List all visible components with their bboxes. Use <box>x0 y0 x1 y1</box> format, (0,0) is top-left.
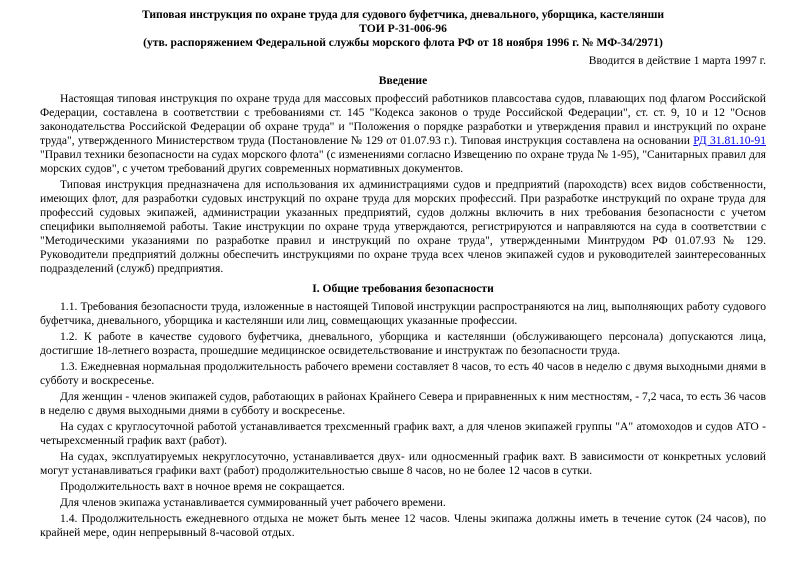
effective-date: Вводится в действие 1 марта 1997 г. <box>588 54 766 67</box>
section-1-paragraph: Продолжительность вахт в ночное время не сокращается. <box>60 480 345 493</box>
section-1-paragraph: 1.2. К работе в качестве судового буфетчика, дневального, уборщика и кастелянши (обслуживающего персонала) допускаются лица, достигшие 18-летнего возраста, прошедшие медицинское освидетельствование и инструктаж по безопасности труда. <box>40 330 766 357</box>
document-title: Типовая инструкция по охране труда для судового буфетчика, дневального, уборщика, кастелянши <box>141 8 665 21</box>
section-1-paragraph: На судах, эксплуатируемых некруглосуточно, устанавливается двух- или односменный график вахт. В зависимости от конкретных условий могут устанавливаться графики вахт (работ) продолжительностью свыше 8 часов, но не более 12 часов в сутки. <box>40 450 766 477</box>
intro-p1-text-after: "Правил техники безопасности на судах морского флота" (с изменениями согласно Извещению по охране труда № 1-95), "Санитарных правил для морских судов", с учетом требований других современных нормативных документов. <box>40 148 766 175</box>
section-1-paragraph: На судах с круглосуточной работой устанавливается трехсменный график вахт, а для членов экипажей группы "А" атомоходов и судов АТО - четырехсменный график вахт (работ). <box>40 420 766 447</box>
section-1-paragraph: 1.4. Продолжительность ежедневного отдыха не может быть менее 12 часов. Члены экипажа должны иметь в течение суток (24 часов), по крайней мере, один непрерывный 8-часовой отдых. <box>40 512 766 539</box>
intro-p1-text-before: Настоящая типовая инструкция по охране труда для массовых профессий работников плавсостава судов, плавающих под флагом Российской Федерации, составлена в соответствии с требованиями ст. 145 "Кодекса законов о труде Российской Федерации", ст. ст. 9, 10 и 12 "Основ законодательства Российской Федерации об охране труда" и "Положения о порядке разработки и утверждения правил и инструкций по охране труда", утвержденного Министерством труда (Постановление № 129 от 01.07.93 г.). Типовая инструкция составлена на основании <box>40 92 766 147</box>
intro-heading: Введение <box>378 74 428 87</box>
document-code: ТОИ Р-31-006-96 <box>359 22 447 35</box>
document-page <box>40 8 766 542</box>
section-1-paragraph: 1.3. Ежедневная нормальная продолжительность рабочего времени составляет 8 часов, то есть 40 часов в неделю с двумя выходными днями в субботу и воскресенье. <box>40 360 766 387</box>
section-1-heading: I. Общие требования безопасности <box>312 282 494 295</box>
rd-31-81-10-91-link[interactable]: РД 31.81.10-91 <box>693 134 766 147</box>
section-1-paragraph: 1.1. Требования безопасности труда, изложенные в настоящей Типовой инструкции распространяются на лиц, выполняющих работу судового буфетчика, дневального, уборщика и кастелянши или лиц, совмещающих указанные профессии. <box>40 300 766 327</box>
intro-paragraph-2: Типовая инструкция предназначена для использования их администрациями судов и предприятий (пароходств) всех видов собственности, имеющих флот, для разработки судовых инструкций по охране труда для морских профессий. При разработке инструкций по охране труда для профессий судовых экипажей, администрации указанных предприятий, судов должны включить в них требования безопасности с учетом специфики выполняемой работы. Такие инструкции по охране труда утверждаются, регистрируются и направляются на суда в соответствии с "Методическими указаниями по разработке правил и инструкций по охране труда", утвержденными Минтрудом РФ 01.07.93 № 129. Руководители предприятий должны обеспечить инструкциями по охране труда всех членов экипажей судов и руководителей заинтересованных подразделений (служб) предприятия. <box>40 178 766 275</box>
document-approval: (утв. распоряжением Федеральной службы морского флота РФ от 18 ноября 1996 г. № МФ-34/2971) <box>143 36 663 49</box>
intro-paragraph-1 <box>40 92 766 176</box>
section-1-paragraph: Для женщин - членов экипажей судов, работающих в районах Крайнего Севера и приравненных к ним местностям, - 7,2 часа, то есть 36 часов в неделю с двумя выходными днями в субботу и воскресенье. <box>40 390 766 417</box>
section-1-paragraph: Для членов экипажа устанавливается суммированный учет рабочего времени. <box>60 496 446 509</box>
